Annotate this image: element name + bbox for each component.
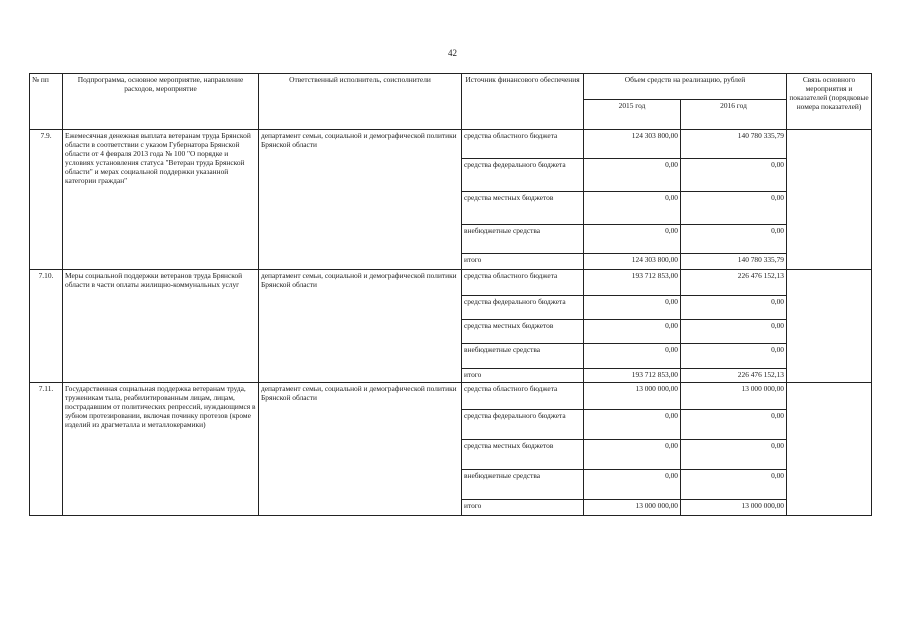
executor-name: департамент семьи, социальной и демографической политики Брянской области [259, 130, 462, 270]
source-label: внебюджетные средства [462, 470, 584, 500]
section-7-11 [30, 383, 872, 516]
total-label: итого [462, 500, 584, 516]
amount-2016: 0,00 [681, 320, 787, 344]
amount-2015: 0,00 [584, 159, 681, 192]
header-year-2016: 2016 год [681, 100, 787, 130]
source-label: средства областного бюджета [462, 130, 584, 159]
section-7-9 [30, 130, 872, 270]
page-number: 42 [448, 48, 457, 58]
source-label: средства местных бюджетов [462, 320, 584, 344]
amount-2016: 0,00 [681, 440, 787, 470]
header-link: Связь основного мероприятия и показателей (порядковые номера показателей) [787, 74, 872, 130]
amount-2016: 140 780 335,79 [681, 130, 787, 159]
header-num: № пп [30, 74, 63, 130]
row-number: 7.9. [30, 130, 63, 270]
source-label: средства местных бюджетов [462, 440, 584, 470]
measure-name: Государственная социальная поддержка ветеранам труда, труженикам тыла, реабилитированным лицам, лицам, пострадавшим от политических репрессий, нуждающимся в зубном протезировании, включая починку протезов (кроме изделий из драгметалла и металлокерамики) [63, 383, 259, 516]
amount-2015: 0,00 [584, 225, 681, 254]
indicator-link [787, 130, 872, 270]
source-label: средства федерального бюджета [462, 410, 584, 440]
amount-2015: 124 303 800,00 [584, 130, 681, 159]
executor-name: департамент семьи, социальной и демографической политики Брянской области [259, 270, 462, 383]
table-row [30, 383, 872, 410]
measure-name: Ежемесячная денежная выплата ветеранам труда Брянской области в соответствии с указом Губернатора Брянской области от 4 февраля 2013 года № 100 "О порядке и условиях установления статуса "Ветеран труда Брянской области" и мерах социальной поддержки указанной категории граждан" [63, 130, 259, 270]
amount-2016: 0,00 [681, 410, 787, 440]
amount-2016: 0,00 [681, 344, 787, 369]
amount-2016: 226 476 152,13 [681, 270, 787, 296]
amount-2015: 13 000 000,00 [584, 383, 681, 410]
total-label: итого [462, 369, 584, 383]
header-volume: Объем средств на реализацию, рублей [584, 74, 787, 100]
table-header [30, 74, 872, 130]
source-label: средства федерального бюджета [462, 159, 584, 192]
total-2015: 124 303 800,00 [584, 254, 681, 270]
executor-name: департамент семьи, социальной и демографической политики Брянской области [259, 383, 462, 516]
indicator-link [787, 270, 872, 383]
amount-2015: 193 712 853,00 [584, 270, 681, 296]
table-row [30, 270, 872, 296]
amount-2015: 0,00 [584, 470, 681, 500]
row-number: 7.10. [30, 270, 63, 383]
source-label: внебюджетные средства [462, 225, 584, 254]
amount-2015: 0,00 [584, 410, 681, 440]
header-subprogram: Подпрограмма, основное мероприятие, направление расходов, мероприятие [63, 74, 259, 130]
total-label: итого [462, 254, 584, 270]
row-number: 7.11. [30, 383, 63, 516]
table-row [30, 130, 872, 159]
total-2015: 13 000 000,00 [584, 500, 681, 516]
source-label: средства федерального бюджета [462, 296, 584, 320]
header-source: Источник финансового обеспечения [462, 74, 584, 130]
source-label: внебюджетные средства [462, 344, 584, 369]
budget-table [29, 73, 872, 516]
indicator-link [787, 383, 872, 516]
source-label: средства областного бюджета [462, 383, 584, 410]
amount-2016: 13 000 000,00 [681, 383, 787, 410]
amount-2016: 0,00 [681, 296, 787, 320]
amount-2015: 0,00 [584, 296, 681, 320]
measure-name: Меры социальной поддержки ветеранов труда Брянской области в части оплаты жилищно-коммунальных услуг [63, 270, 259, 383]
source-label: средства областного бюджета [462, 270, 584, 296]
total-2016: 226 476 152,13 [681, 369, 787, 383]
amount-2015: 0,00 [584, 440, 681, 470]
total-2015: 193 712 853,00 [584, 369, 681, 383]
header-executor: Ответственный исполнитель, соисполнители [259, 74, 462, 130]
total-2016: 13 000 000,00 [681, 500, 787, 516]
amount-2016: 0,00 [681, 192, 787, 225]
amount-2016: 0,00 [681, 225, 787, 254]
source-label: средства местных бюджетов [462, 192, 584, 225]
amount-2016: 0,00 [681, 470, 787, 500]
amount-2015: 0,00 [584, 320, 681, 344]
amount-2015: 0,00 [584, 344, 681, 369]
amount-2015: 0,00 [584, 192, 681, 225]
header-year-2015: 2015 год [584, 100, 681, 130]
total-2016: 140 780 335,79 [681, 254, 787, 270]
amount-2016: 0,00 [681, 159, 787, 192]
section-7-10 [30, 270, 872, 383]
